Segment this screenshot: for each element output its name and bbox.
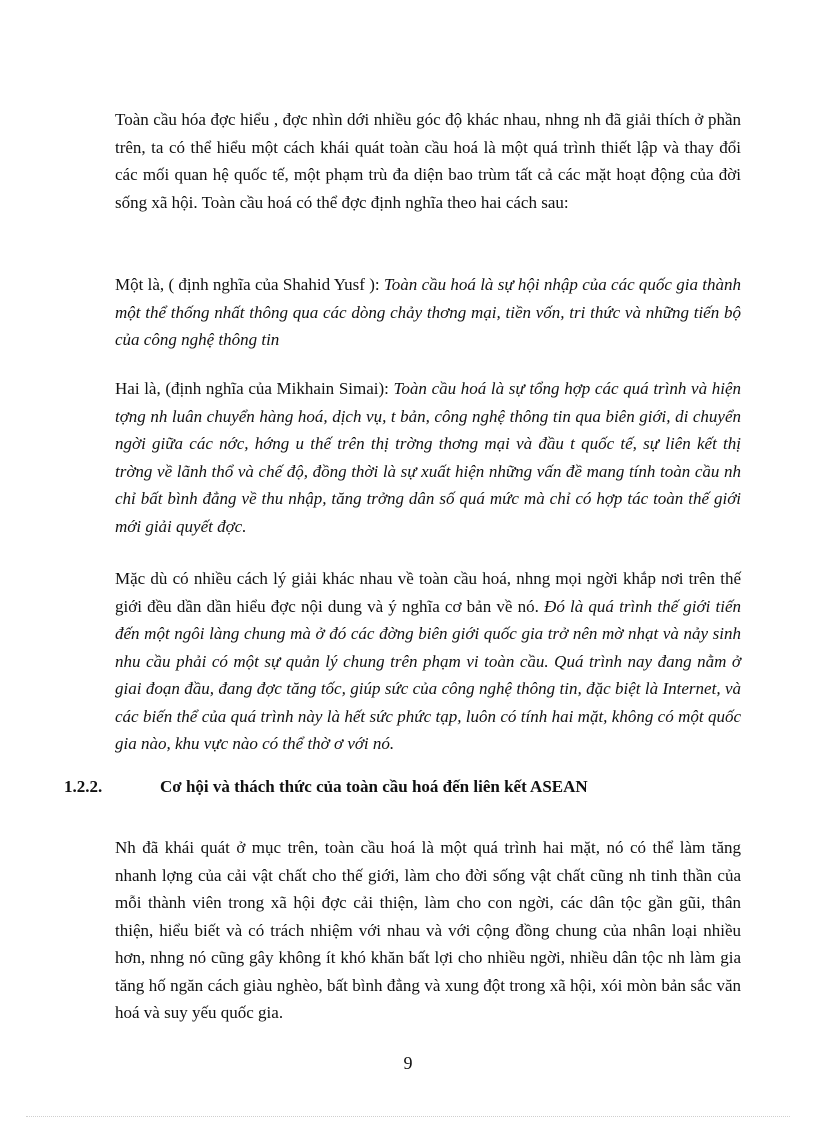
- definition-two-text: Toàn cầu hoá là sự tổng hợp các quá trình và hiện tợng nh luân chuyển hàng hoá, dịch vụ, t bản, công nghệ thông tin qua biên giới, di chuyển ngời giữa các nớc, hớng u thế trên thị trờng thơng mại và đầu t quốc tế, sự liên kết thị trờng về lãnh thổ và chế độ, đồng thời là sự xuất hiện những vấn đề mang tính toàn cầu nh chỉ bất bình đẳng về thu nhập, tăng trởng dân số quá mức mà chỉ có hợp tác toàn thế giới mới giải quyết đợc.: [115, 379, 741, 536]
- paragraph-definition-two: [115, 375, 741, 540]
- understanding-lead: Mặc dù có nhiều cách lý giải khác nhau về toàn cầu hoá, nhng mọi ngời khắp nơi trên thế giới đều dần dần hiểu đợc nội dung và ý nghĩa cơ bản về nó.: [115, 569, 741, 616]
- definition-one-lead: Một là, ( định nghĩa của Shahid Yusf ):: [115, 275, 384, 294]
- page-bottom-rule: [26, 1116, 790, 1117]
- definition-one-text: Toàn cầu hoá là sự hội nhập của các quốc gia thành một thể thống nhất thông qua các dòng chảy thơng mại, tiền vốn, tri thức và những tiến bộ của công nghệ thông tin: [115, 275, 742, 349]
- section-title: Cơ hội và thách thức của toàn cầu hoá đến liên kết ASEAN: [160, 777, 588, 796]
- understanding-text: Đó là quá trình thế giới tiến đến một ngôi làng chung mà ở đó các đờng biên giới quốc gia trở nên mờ nhạt và nảy sinh nhu cầu phải có một sự quản lý chung trên phạm vi toàn cầu. Quá trình nay đang nằm ở giai đoạn đầu, đang đợc tăng tốc, giúp sức của công nghệ thông tin, đặc biệt là Internet, và các biến thể của quá trình này là hết sức phức tạp, luôn có tính hai mặt, không có một quốc gia nào, khu vực nào có thể thờ ơ với nó.: [115, 596, 741, 753]
- definition-two-lead: Hai là, (định nghĩa của Mikhain Simai):: [115, 379, 394, 398]
- page-number: 9: [403, 1053, 413, 1073]
- section-heading: [64, 773, 744, 800]
- paragraph-definition-one: [115, 271, 741, 354]
- paragraph-intro: Toàn cầu hóa đợc hiểu , đợc nhìn dới nhiều góc độ khác nhau, nhng nh đã giải thích ở phần trên, ta có thể hiểu một cách khái quát toàn cầu hoá là một quá trình thiết lập và thay đổi các mối quan hệ quốc tế, một phạm trù đa diện bao trùm tất cả các mặt hoạt động của đời sống xã hội. Toàn cầu hoá có thể đợc định nghĩa theo hai cách sau:: [115, 110, 741, 212]
- paragraph-opportunities: Nh đã khái quát ở mục trên, toàn cầu hoá là một quá trình hai mặt, nó có thể làm tăng nhanh lợng của cải vật chất cho thế giới, làm cho đời sống vật chất cũng nh tinh thần của mỗi thành viên trong xã hội đợc cải thiện, làm cho con ngời, các dân tộc gần gũi, thân thiện, hiểu biết và có trách nhiệm với nhau và với cộng đồng chung của nhân loại nhiều hơn, nhng nó cũng gây không ít khó khăn bất lợi cho nhiều ngời, nhiều dân tộc nh làm gia tăng hố ngăn cách giàu nghèo, bất bình đẳng và xung đột trong xã hội, xói mòn bản sắc văn hoá và suy yếu quốc gia.: [115, 838, 741, 1022]
- section-number: 1.2.2.: [64, 777, 103, 796]
- paragraph-understanding: [115, 565, 741, 758]
